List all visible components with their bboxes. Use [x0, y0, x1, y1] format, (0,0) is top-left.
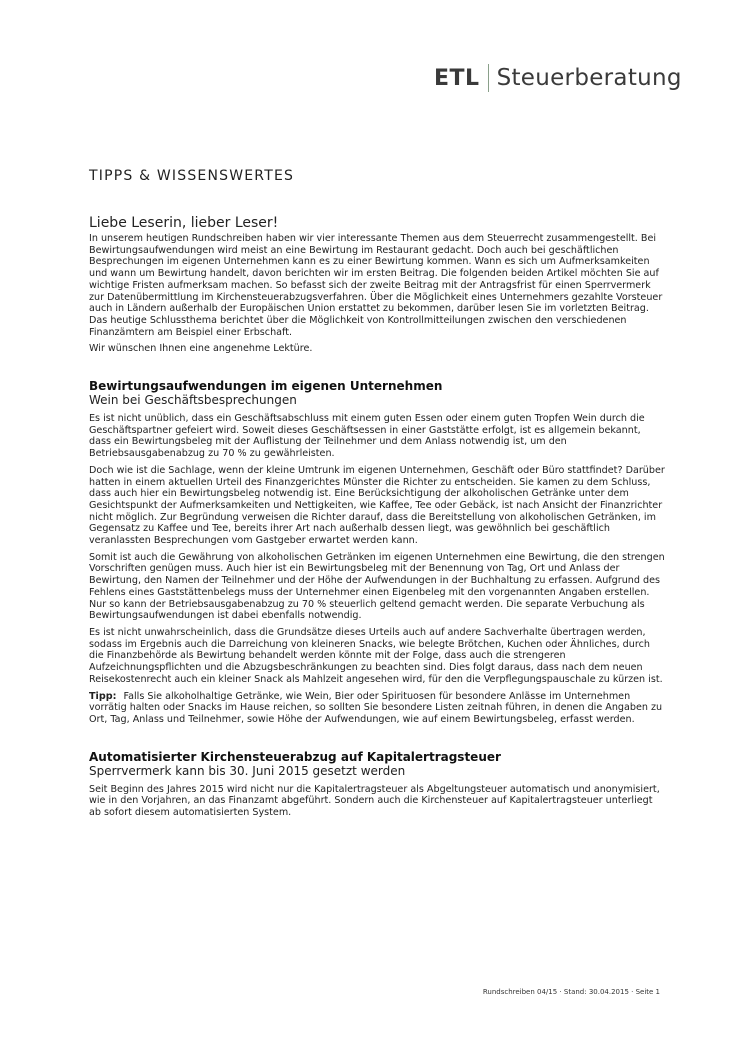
- article-paragraph: Somit ist auch die Gewährung von alkoholischen Getränken im eigenen Unternehmen eine Bewirtung, die den strengen Vorschriften genügen muss. Auch hier ist ein Bewirtungsbeleg mit der Benennung von Tag, Ort und Anlass der Bewirtung, den Namen der Teilnehmer und der Höhe der Aufwendungen in der Buchhaltung zu erfassen. Aufgrund des Fehlens eines Gaststättenbelegs muss der Unternehmer einen Eigenbeleg mit den vorgenannten Angaben erstellen. Nur so kann der Betriebsausgabenabzug zu 70 % steuerlich geltend gemacht werden. Die separate Verbuchung als Bewirtungsaufwendungen ist dabei ebenfalls notwendig.: [89, 551, 665, 622]
- section-label: TIPPS & WISSENSWERTES: [89, 168, 295, 184]
- document-body: [89, 168, 665, 824]
- article-subtitle: Sperrvermerk kann bis 30. Juni 2015 gesetzt werden: [89, 763, 406, 778]
- tip-paragraph: [89, 691, 665, 726]
- logo-text: Steuerberatung: [496, 65, 682, 91]
- tip-text: Falls Sie alkoholhaltige Getränke, wie Wein, Bier oder Spirituosen für besondere Anlässe im Unternehmen vorrätig halten oder Snacks im Hause reichen, so sollten Sie besondere Listen zeitnah führen, in denen die Angaben zu Ort, Tag, Anlass und Teilnehmer, sowie Höhe der Aufwendungen, wie auf einem Bewirtungsbeleg, erfasst werden.: [89, 690, 663, 725]
- article-title: Automatisierter Kirchensteuerabzug auf Kapitalertragsteuer: [89, 749, 501, 764]
- article-paragraph: Seit Beginn des Jahres 2015 wird nicht nur die Kapitalertragsteuer als Abgeltungsteuer automatisch und anonymisiert, wie in den Vorjahren, an das Finanzamt abgeführt. Sondern auch die Kirchensteuer auf Kapitalertragsteuer unterliegt ab sofort diesem automatisierten System.: [89, 783, 660, 819]
- page-footer: Rundschreiben 04/15 · Stand: 30.04.2015 · Seite 1: [482, 988, 660, 996]
- intro-closing: Wir wünschen Ihnen eine angenehme Lektüre.: [89, 343, 313, 355]
- logo-mark: ETL: [434, 65, 480, 91]
- intro-paragraph: In unserem heutigen Rundschreiben haben wir vier interessante Themen aus dem Steuerrecht zusammengestellt. Bei Bewirtungsaufwendungen wird meist an eine Bewirtung im Restaurant gedacht. Doch auch bei geschäftlichen Besprechungen im eigenen Unternehmen kann es zu einer Bewirtung kommen. Wann es sich um Aufmerksamkeiten und wann um Bewirtung handelt, davon berichten wir im ersten Beitrag. Die folgenden beiden Artikel möchten Sie auf wichtige Fristen aufmerksam machen. So befasst sich der zweite Beitrag mit der Antragsfrist für einen Sperrvermerk zur Datenübermittlung im Kirchensteuerabzugsverfahren. Über die Möglichkeit eines Unternehmers gezahlte Vorsteuer auch in Ländern außerhalb der Europäischen Union erstattet zu bekommen, darüber lesen Sie im vorletzten Beitrag. Das heutige Schlussthema berichtet über die Möglichkeit von Kontrollmitteilungen zwischen den verschiedenen Finanzämtern am Beispiel einer Erbschaft.: [89, 233, 663, 338]
- article-paragraph: Doch wie ist die Sachlage, wenn der kleine Umtrunk im eigenen Unternehmen, Geschäft oder Büro stattfindet? Darüber hatten in einem aktuellen Urteil des Finanzgerichtes Münster die Richter zu entscheiden. Sie kamen zu dem Schluss, dass auch hier ein Bewirtungsbeleg notwendig ist. Eine Berücksichtigung der alkoholischen Getränke unter dem Gesichtspunkt der Aufmerksamkeiten und Nettigkeiten, wie Kaffee, Tee oder Gebäck, ist nach Ansicht der Finanzrichter nicht möglich. Zur Begründung verweisen die Richter darauf, dass die Bereitstellung von alkoholischen Getränken, im Gegensatz zu Kaffee und Tee, bereits ihrer Art nach außerhalb dessen liegt, was gewöhnlich bei geschäftlich veranlassten Besprechungen vom Gastgeber erwartet werden kann.: [89, 464, 665, 547]
- intro-greeting: Liebe Leserin, lieber Leser!: [89, 215, 279, 231]
- article-paragraph: Es ist nicht unwahrscheinlich, dass die Grundsätze dieses Urteils auch auf andere Sachverhalte übertragen werden, sodass im Ergebnis auch die Darreichung von kleineren Snacks, wie belegte Brötchen, Kuchen oder Ähnliches, durch die Finanzbehörde als Bewirtung behandelt werden könnte mit der Folge, dass auch die strengeren Aufzeichnungspflichten und die Abzugsbeschränkungen zu beachten sind. Dies folgt daraus, dass nach dem neuen Reisekostenrecht auch ein kleiner Snack als Mahlzeit angesehen wird, für den die Verpflegungspauschale zu kürzen ist.: [89, 626, 663, 685]
- article-subtitle: Wein bei Geschäftsbesprechungen: [89, 393, 297, 408]
- company-logo: [434, 64, 682, 92]
- logo-divider: [488, 64, 489, 92]
- tip-label: Tipp:: [89, 690, 117, 702]
- article-paragraph: Es ist nicht unüblich, dass ein Geschäftsabschluss mit einem guten Essen oder einem guten Tropfen Wein durch die Geschäftspartner gefeiert wird. Soweit dieses Geschäftsessen in einer Gaststätte erfolgt, ist es allgemein bekannt, dass ein Bewirtungsbeleg mit der Auflistung der Teilnehmer und dem Anlass notwendig ist, um den Betriebsausgabenabzug zu 70 % zu gewährleisten.: [89, 413, 645, 460]
- article-title: Bewirtungsaufwendungen im eigenen Unternehmen: [89, 379, 443, 394]
